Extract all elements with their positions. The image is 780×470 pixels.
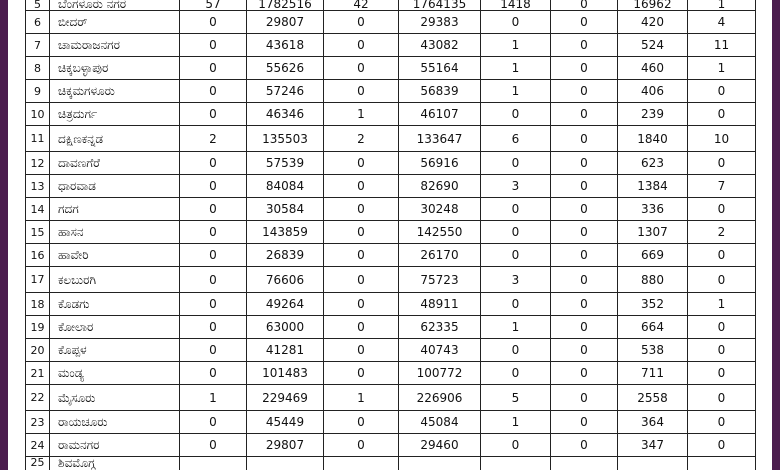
count-cell-c8: 0 xyxy=(688,385,756,411)
count-cell-c4: 56916 xyxy=(399,152,481,175)
count-cell-c7: 347 xyxy=(618,434,688,457)
count-cell-c7: 2558 xyxy=(618,385,688,411)
count-cell-c7: 623 xyxy=(618,152,688,175)
district-name-cell: ದಕ್ಷಿಣಕನ್ನಡ xyxy=(50,126,180,152)
count-cell-c3: 1 xyxy=(324,103,399,126)
count-cell-c8 xyxy=(688,457,756,470)
count-cell-c4: 100772 xyxy=(399,362,481,385)
district-name-cell: ಚಿತ್ರದುರ್ಗ xyxy=(50,103,180,126)
serial-number-cell: 15 xyxy=(26,221,50,244)
count-cell-c2: 84084 xyxy=(247,175,324,198)
count-cell-c3: 42 xyxy=(324,0,399,11)
count-cell-c5: 0 xyxy=(481,339,551,362)
serial-number-cell: 6 xyxy=(26,11,50,34)
table-row xyxy=(26,434,756,457)
count-cell-c1: 0 xyxy=(180,198,247,221)
count-cell-c1: 0 xyxy=(180,152,247,175)
count-cell-c2: 49264 xyxy=(247,293,324,316)
district-name-cell: ಕೋಲಾರ xyxy=(50,316,180,339)
count-cell-c1: 0 xyxy=(180,103,247,126)
table-row xyxy=(26,339,756,362)
count-cell-c2: 55626 xyxy=(247,57,324,80)
count-cell-c3: 0 xyxy=(324,11,399,34)
count-cell-c3: 0 xyxy=(324,293,399,316)
count-cell-c5: 3 xyxy=(481,175,551,198)
count-cell-c1: 0 xyxy=(180,34,247,57)
count-cell-c8: 0 xyxy=(688,434,756,457)
table-row xyxy=(26,0,756,11)
count-cell-c2: 135503 xyxy=(247,126,324,152)
count-cell-c6: 0 xyxy=(551,198,618,221)
count-cell-c5: 1 xyxy=(481,316,551,339)
district-name-cell: ಬೀದರ್ xyxy=(50,11,180,34)
count-cell-c4: 43082 xyxy=(399,34,481,57)
count-cell-c2: 76606 xyxy=(247,267,324,293)
count-cell-c1: 57 xyxy=(180,0,247,11)
serial-number-cell: 22 xyxy=(26,385,50,411)
table-row xyxy=(26,11,756,34)
district-name-cell: ಬೆಂಗಳೂರು ನಗರ xyxy=(50,0,180,11)
serial-number-cell: 9 xyxy=(26,80,50,103)
count-cell-c6: 0 xyxy=(551,152,618,175)
district-name-cell: ಗದಗ xyxy=(50,198,180,221)
count-cell-c3: 2 xyxy=(324,126,399,152)
count-cell-c3: 0 xyxy=(324,267,399,293)
table-row xyxy=(26,362,756,385)
serial-number-cell: 10 xyxy=(26,103,50,126)
count-cell-c4: 29460 xyxy=(399,434,481,457)
count-cell-c6 xyxy=(551,457,618,470)
serial-number-cell: 13 xyxy=(26,175,50,198)
count-cell-c8: 1 xyxy=(688,293,756,316)
count-cell-c8: 0 xyxy=(688,80,756,103)
count-cell-c4: 45084 xyxy=(399,411,481,434)
count-cell-c4: 26170 xyxy=(399,244,481,267)
district-name-cell: ಮೈಸೂರು xyxy=(50,385,180,411)
count-cell-c4: 56839 xyxy=(399,80,481,103)
count-cell-c1: 0 xyxy=(180,11,247,34)
count-cell-c2: 46346 xyxy=(247,103,324,126)
count-cell-c7: 364 xyxy=(618,411,688,434)
count-cell-c8: 0 xyxy=(688,362,756,385)
count-cell-c2: 41281 xyxy=(247,339,324,362)
count-cell-c6: 0 xyxy=(551,0,618,11)
count-cell-c6: 0 xyxy=(551,362,618,385)
count-cell-c1: 0 xyxy=(180,434,247,457)
right-page-border xyxy=(772,0,780,470)
district-name-cell: ರಾಮನಗರ xyxy=(50,434,180,457)
count-cell-c5: 1418 xyxy=(481,0,551,11)
count-cell-c3: 0 xyxy=(324,434,399,457)
count-cell-c4: 29383 xyxy=(399,11,481,34)
table-row xyxy=(26,80,756,103)
count-cell-c3: 0 xyxy=(324,411,399,434)
district-name-cell: ದಾವಣಗೆರೆ xyxy=(50,152,180,175)
table-row xyxy=(26,57,756,80)
serial-number-cell: 11 xyxy=(26,126,50,152)
serial-number-cell: 18 xyxy=(26,293,50,316)
count-cell-c3 xyxy=(324,457,399,470)
count-cell-c1: 0 xyxy=(180,267,247,293)
count-cell-c3: 0 xyxy=(324,175,399,198)
count-cell-c6: 0 xyxy=(551,221,618,244)
count-cell-c2: 63000 xyxy=(247,316,324,339)
count-cell-c7: 336 xyxy=(618,198,688,221)
count-cell-c8: 0 xyxy=(688,103,756,126)
serial-number-cell: 8 xyxy=(26,57,50,80)
count-cell-c5: 0 xyxy=(481,221,551,244)
district-name-cell: ಧಾರವಾಡ xyxy=(50,175,180,198)
count-cell-c4 xyxy=(399,457,481,470)
count-cell-c5: 1 xyxy=(481,80,551,103)
count-cell-c2: 57539 xyxy=(247,152,324,175)
count-cell-c3: 0 xyxy=(324,198,399,221)
count-cell-c2 xyxy=(247,457,324,470)
serial-number-cell: 12 xyxy=(26,152,50,175)
count-cell-c3: 0 xyxy=(324,57,399,80)
count-cell-c1: 0 xyxy=(180,411,247,434)
district-name-cell: ಕಲಬುರಗಿ xyxy=(50,267,180,293)
count-cell-c4: 82690 xyxy=(399,175,481,198)
count-cell-c1: 0 xyxy=(180,57,247,80)
serial-number-cell: 16 xyxy=(26,244,50,267)
count-cell-c6: 0 xyxy=(551,293,618,316)
count-cell-c8: 10 xyxy=(688,126,756,152)
district-name-cell: ಶಿವಮೊಗ್ಗ xyxy=(50,457,180,470)
count-cell-c7 xyxy=(618,457,688,470)
count-cell-c7: 239 xyxy=(618,103,688,126)
count-cell-c8: 7 xyxy=(688,175,756,198)
count-cell-c6: 0 xyxy=(551,267,618,293)
count-cell-c6: 0 xyxy=(551,103,618,126)
district-name-cell: ಹಾವೇರಿ xyxy=(50,244,180,267)
count-cell-c7: 16962 xyxy=(618,0,688,11)
count-cell-c7: 711 xyxy=(618,362,688,385)
count-cell-c8: 1 xyxy=(688,0,756,11)
count-cell-c3: 0 xyxy=(324,362,399,385)
count-cell-c5: 0 xyxy=(481,244,551,267)
count-cell-c4: 142550 xyxy=(399,221,481,244)
table-row xyxy=(26,457,756,470)
count-cell-c5: 6 xyxy=(481,126,551,152)
count-cell-c2: 229469 xyxy=(247,385,324,411)
count-cell-c4: 226906 xyxy=(399,385,481,411)
count-cell-c4: 55164 xyxy=(399,57,481,80)
table-row xyxy=(26,221,756,244)
count-cell-c6: 0 xyxy=(551,244,618,267)
count-cell-c5: 0 xyxy=(481,11,551,34)
count-cell-c1: 0 xyxy=(180,293,247,316)
count-cell-c6: 0 xyxy=(551,34,618,57)
district-name-cell: ಹಾಸನ xyxy=(50,221,180,244)
count-cell-c7: 669 xyxy=(618,244,688,267)
count-cell-c1: 0 xyxy=(180,339,247,362)
count-cell-c2: 30584 xyxy=(247,198,324,221)
count-cell-c7: 664 xyxy=(618,316,688,339)
count-cell-c1: 0 xyxy=(180,221,247,244)
count-cell-c2: 143859 xyxy=(247,221,324,244)
table-row xyxy=(26,293,756,316)
count-cell-c3: 0 xyxy=(324,339,399,362)
count-cell-c8: 0 xyxy=(688,411,756,434)
count-cell-c3: 0 xyxy=(324,152,399,175)
count-cell-c8: 0 xyxy=(688,198,756,221)
table-row xyxy=(26,103,756,126)
count-cell-c4: 133647 xyxy=(399,126,481,152)
left-page-border xyxy=(0,0,8,470)
count-cell-c5: 5 xyxy=(481,385,551,411)
count-cell-c8: 2 xyxy=(688,221,756,244)
table-row xyxy=(26,34,756,57)
count-cell-c6: 0 xyxy=(551,175,618,198)
count-cell-c7: 880 xyxy=(618,267,688,293)
count-cell-c1 xyxy=(180,457,247,470)
count-cell-c4: 48911 xyxy=(399,293,481,316)
count-cell-c1: 1 xyxy=(180,385,247,411)
count-cell-c6: 0 xyxy=(551,80,618,103)
count-cell-c5: 0 xyxy=(481,434,551,457)
count-cell-c7: 1840 xyxy=(618,126,688,152)
count-cell-c4: 30248 xyxy=(399,198,481,221)
count-cell-c6: 0 xyxy=(551,385,618,411)
count-cell-c5: 0 xyxy=(481,198,551,221)
count-cell-c5: 0 xyxy=(481,362,551,385)
count-cell-c2: 26839 xyxy=(247,244,324,267)
district-name-cell: ಚಿಕ್ಕಬಳ್ಳಾಪುರ xyxy=(50,57,180,80)
count-cell-c7: 1307 xyxy=(618,221,688,244)
count-cell-c2: 29807 xyxy=(247,434,324,457)
count-cell-c7: 420 xyxy=(618,11,688,34)
serial-number-cell: 5 xyxy=(26,0,50,11)
district-name-cell: ರಾಯಚೂರು xyxy=(50,411,180,434)
table-row xyxy=(26,126,756,152)
serial-number-cell: 7 xyxy=(26,34,50,57)
serial-number-cell: 14 xyxy=(26,198,50,221)
count-cell-c6: 0 xyxy=(551,316,618,339)
count-cell-c7: 352 xyxy=(618,293,688,316)
count-cell-c2: 43618 xyxy=(247,34,324,57)
count-cell-c2: 45449 xyxy=(247,411,324,434)
count-cell-c8: 4 xyxy=(688,11,756,34)
serial-number-cell: 19 xyxy=(26,316,50,339)
district-name-cell: ಚಾಮರಾಜನಗರ xyxy=(50,34,180,57)
count-cell-c8: 0 xyxy=(688,267,756,293)
count-cell-c3: 0 xyxy=(324,316,399,339)
count-cell-c1: 0 xyxy=(180,80,247,103)
count-cell-c7: 460 xyxy=(618,57,688,80)
count-cell-c5: 1 xyxy=(481,411,551,434)
count-cell-c2: 101483 xyxy=(247,362,324,385)
serial-number-cell: 24 xyxy=(26,434,50,457)
count-cell-c1: 2 xyxy=(180,126,247,152)
count-cell-c1: 0 xyxy=(180,175,247,198)
count-cell-c5 xyxy=(481,457,551,470)
count-cell-c4: 62335 xyxy=(399,316,481,339)
table-body xyxy=(26,0,756,470)
count-cell-c6: 0 xyxy=(551,126,618,152)
table-row xyxy=(26,198,756,221)
serial-number-cell: 21 xyxy=(26,362,50,385)
serial-number-cell: 20 xyxy=(26,339,50,362)
serial-number-cell: 17 xyxy=(26,267,50,293)
count-cell-c1: 0 xyxy=(180,316,247,339)
count-cell-c8: 11 xyxy=(688,34,756,57)
count-cell-c6: 0 xyxy=(551,411,618,434)
count-cell-c7: 524 xyxy=(618,34,688,57)
count-cell-c4: 75723 xyxy=(399,267,481,293)
count-cell-c3: 0 xyxy=(324,80,399,103)
count-cell-c7: 538 xyxy=(618,339,688,362)
count-cell-c3: 0 xyxy=(324,244,399,267)
count-cell-c3: 0 xyxy=(324,221,399,244)
serial-number-cell: 23 xyxy=(26,411,50,434)
count-cell-c4: 46107 xyxy=(399,103,481,126)
count-cell-c6: 0 xyxy=(551,57,618,80)
district-covid-table-wrapper xyxy=(25,0,755,470)
count-cell-c5: 0 xyxy=(481,152,551,175)
count-cell-c8: 0 xyxy=(688,339,756,362)
count-cell-c8: 0 xyxy=(688,316,756,339)
count-cell-c6: 0 xyxy=(551,434,618,457)
district-name-cell: ಚಿಕ್ಕಮಗಳೂರು xyxy=(50,80,180,103)
count-cell-c2: 1782516 xyxy=(247,0,324,11)
count-cell-c5: 1 xyxy=(481,57,551,80)
table-row xyxy=(26,244,756,267)
count-cell-c5: 0 xyxy=(481,103,551,126)
count-cell-c7: 1384 xyxy=(618,175,688,198)
table-row xyxy=(26,385,756,411)
count-cell-c3: 0 xyxy=(324,34,399,57)
table-row xyxy=(26,411,756,434)
district-name-cell: ಕೊಪ್ಪಳ xyxy=(50,339,180,362)
district-name-cell: ಕೊಡಗು xyxy=(50,293,180,316)
count-cell-c2: 29807 xyxy=(247,11,324,34)
count-cell-c4: 1764135 xyxy=(399,0,481,11)
count-cell-c7: 406 xyxy=(618,80,688,103)
count-cell-c2: 57246 xyxy=(247,80,324,103)
table-row xyxy=(26,267,756,293)
district-covid-table xyxy=(25,0,756,470)
table-row xyxy=(26,316,756,339)
count-cell-c8: 0 xyxy=(688,152,756,175)
count-cell-c6: 0 xyxy=(551,339,618,362)
count-cell-c8: 1 xyxy=(688,57,756,80)
count-cell-c6: 0 xyxy=(551,11,618,34)
table-row xyxy=(26,152,756,175)
count-cell-c3: 1 xyxy=(324,385,399,411)
count-cell-c5: 3 xyxy=(481,267,551,293)
count-cell-c5: 0 xyxy=(481,293,551,316)
table-row xyxy=(26,175,756,198)
count-cell-c1: 0 xyxy=(180,362,247,385)
serial-number-cell: 25 xyxy=(26,457,50,470)
count-cell-c5: 1 xyxy=(481,34,551,57)
district-name-cell: ಮಂಡ್ಯ xyxy=(50,362,180,385)
count-cell-c1: 0 xyxy=(180,244,247,267)
count-cell-c4: 40743 xyxy=(399,339,481,362)
count-cell-c8: 0 xyxy=(688,244,756,267)
